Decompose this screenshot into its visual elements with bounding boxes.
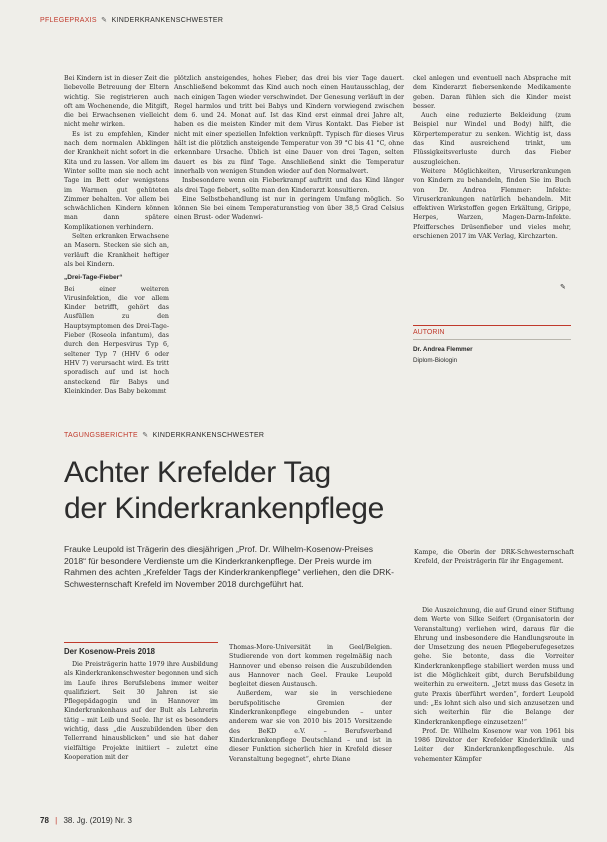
article-lead: Frauke Leupold ist Trägerin des diesjährigen „Prof. Dr. Wilhelm-Kosenow-Preises 2018“ für besondere Verdienste um die Kinderkrankenpflege. Der Preis wurde im Rahmen des achten „Krefelder Tags der Kinderkrankenpflege“ verliehen, den die DRK-Schwesternschaft Krefeld im November 2018 durchgeführt hat. — [64, 544, 394, 589]
column-3 — [413, 74, 571, 299]
paragraph: Kampe, die Oberin der DRK-Schwesternschaft Krefeld, der Preisträgerin für ihr Engagement. — [414, 549, 574, 566]
paragraph: Es ist zu empfehlen, Kinder nach dem normalen Abklingen der Krankheit nicht sofort in die Kita und zu lassen. Vor allem im Winter sollte man sie noch acht Tage im Bett oder wenigstens im Warmen gut gehüteten Zimmer behalten. Vor allem bei schwächlichen Kindern können man dann spätere Komplikationen verhindern. — [64, 130, 169, 231]
pencil-icon: ✎ — [142, 432, 149, 439]
paragraph: Außerdem, war sie in verschiedene berufspolitische Gremien der Kinderkrankenpflege eingebunden – unter anderem war sie von 2010 bis 2015 Vorsitzende des BeKD e.V. – Berufsverband Kinderkrankenpflege Deutschland – und ist in dieser Funktion sicherlich hier in Krefeld dieser Veranstaltung begegnet“, ehrte Diane — [229, 690, 392, 763]
section-heading: „Drei-Tage-Fieber“ — [64, 274, 123, 282]
paragraph: Auch eine reduzierte Bekleidung (zum Beispiel nur Windel und Body) hilft, die Körpertemperatur zu senken. Wichtig ist, dass das Kind ausreichend trinkt, um Flüssigkeitsverluste durch das Fieber auszugleichen. — [413, 112, 571, 166]
pencil-icon: ✎ — [101, 17, 108, 24]
kicker-topic: KINDERKRANKENSCHWESTER — [152, 432, 265, 439]
journal-issue: 38. Jg. (2019) Nr. 3 — [63, 816, 132, 825]
paragraph: plötzlich ansteigendes, hohes Fieber, das drei bis vier Tage dauert. Anschließend bekommt das Kind auch noch einen Hautausschlag, der nach einigen Tagen wieder verschwindet. Der Genesung verläuft in der Regel harmlos und tritt bei Babys und Kindern vorwiegend zwischen dem 6. und 24. Monat auf. Ist das Kind erst einmal drei Jahre alt, haben es die meisten Kinder mit dem Virus Kontakt. Das Fieber ist nicht mit einer speziellen Infektion verknüpft. Typisch für dieses Virus hält ist die plötzlich ansteigende Temperatur von 39 °C bis 41 °C, ohne erkennbare Ursache. Üblich ist eine Dauer von drei Tagen, selten dauert es bis zu fünf Tage. Anschließend sinkt die Temperatur innerhalb von wenigen Stunden wieder auf den Normalwert. — [174, 75, 404, 175]
lead-continuation — [414, 548, 574, 598]
paragraph: ckel anlegen und eventuell nach Absprache mit dem Kinderarzt fiebersenkende Medikamente geben. Daran fühlen sich die Kinder meist besser. — [413, 75, 571, 110]
subheading: Der Kosenow-Preis 2018 — [64, 642, 218, 656]
kicker-topic: KINDERKRANKENSCHWESTER — [111, 17, 224, 24]
headline-line-2: der Kinderkrankenpflege — [64, 492, 384, 525]
paragraph: Bei Kindern ist in dieser Zeit die liebevolle Betreuung der Eltern wichtig. Sie registrieren auch oft am Wochenende, die Mitgift, die bei Erwachsenen vielleicht nicht mehr wirken. — [64, 75, 169, 129]
author-role: Diplom-Biologin — [413, 357, 458, 364]
body-column-1 — [64, 660, 218, 810]
author-box-label: AUTORIN — [413, 325, 571, 336]
paragraph: Bei einer weiteren Virusinfektion, die vor allem Kinder betrifft, gehört das Ausfüllen zu den Hauptsymptomen des Drei-Tage-Fieber (Roseola infantum), das durch den Herpesvirus Typ 6, seltener Typ 7 (HHV 6 oder HHV 7) verursacht wird. Es tritt sporadisch auf und ist hoch ansteckend für Babys und Kleinkinder. Das Baby bekommt — [64, 285, 169, 395]
kicker-section: PFLEGEPRAXIS — [40, 17, 97, 24]
column-1 — [64, 74, 169, 395]
paragraph: Prof. Dr. Wilhelm Kosenow war von 1961 bis 1986 Direktor der Krefelder Kinderklinik und Leiter der Kinderkrankenpflegeschule. Als vehementer Kämpfer — [414, 727, 574, 763]
body-column-3 — [414, 606, 574, 813]
kicker-section: TAGUNGSBERICHTE — [64, 432, 138, 439]
paragraph: Die Auszeichnung, die auf Grund einer Stiftung dem Werte von Silke Seifert (Organisatorin der Veranstaltung) verliehen wird, daraus für die Ehrung und insbesondere die Handlungsroute in der Umsetzung des neuen Pflegeberufegesetzes gehe. Sie betonte, dass die Vorreiter Kinderkrankenpflege stabiliert werden muss und ist die Möglichkeit gibt, durch Berufsbildung weiterhin zu erweitern. „Jetzt muss das Gesetz in gute Praxis überführt werden“, fordert Leupold und: „Es lohnt sich also und sich anzusetzen und sich weiterhin für die Belange der Kinderkrankenpflege einzusetzen!“ — [414, 607, 574, 726]
paragraph: Weitere Möglichkeiten, Viruserkrankungen von Kindern zu behandeln, finden Sie im Buch von Dr. Andrea Flemmer: Infekte: Viruserkrankungen natürlich behandeln. Mit effektiven Wirkstoffen gegen Erkältung, Grippe, Herpes, Warzen, Magen-Darm-Infekte. Pfeiffersches Drüsenfieber und vieles mehr, erschienen 2017 im VAK Verlag, Kirchzarten. — [413, 167, 571, 241]
headline-line-1: Achter Krefelder Tag — [64, 456, 331, 489]
author-divider — [413, 339, 571, 340]
page-footer — [40, 816, 132, 825]
paragraph: Selten erkranken Erwachsene an Masern. Stecken sie sich an, verläuft die Krankheit heftiger als bei Kindern. — [64, 233, 169, 268]
paragraph: Eine Selbstbehandlung ist nur in geringem Umfang möglich. So können Sie bei einem Temperaturanstieg von über 38,5 Grad Celsius einen Brust- oder Wadenwi- — [174, 195, 404, 222]
column-2 — [174, 74, 404, 364]
paragraph: Insbesondere wenn ein Fieberkrampf auftritt und das Kind länger als drei Tage fiebert, sollte man den Kinderarzt konsultieren. — [174, 177, 404, 194]
section-kicker — [40, 16, 223, 24]
author-name: Dr. Andrea Flemmer — [413, 346, 473, 353]
footer-separator: | — [55, 816, 58, 825]
paragraph: Die Preisträgerin hatte 1979 ihre Ausbildung als Kinderkrankenschwester begonnen und sich im Laufe ihres Berufslebens immer weiter qualifiziert. Seit 30 Jahren ist sie Pflegepädagogin und in Hannover im Kinderkrankenhaus auf der Bult als Lehrerin tätig – mit Leib und Seele. Ihr ist es besonders wichtig, dass „die Auszubildenden über den Tellerrand hinausblicken“ und sie hat daher vielfältige Projekte initiiert – zuletzt eine Kooperation mit der — [64, 661, 218, 761]
paragraph: Thomas-More-Universität in Geel/Belgien. Studierende von dort kommen regelmäßig nach Hannover und ebenso reisen die Auszubildenden aus Hannover nach Geel. Frauke Leupold begleitet diesen Austausch. — [229, 644, 392, 689]
article-kicker — [64, 431, 264, 439]
end-mark-icon: ✎ — [560, 283, 566, 291]
page-number: 78 — [40, 816, 49, 825]
article-headline — [64, 455, 384, 527]
body-column-2 — [229, 643, 392, 813]
